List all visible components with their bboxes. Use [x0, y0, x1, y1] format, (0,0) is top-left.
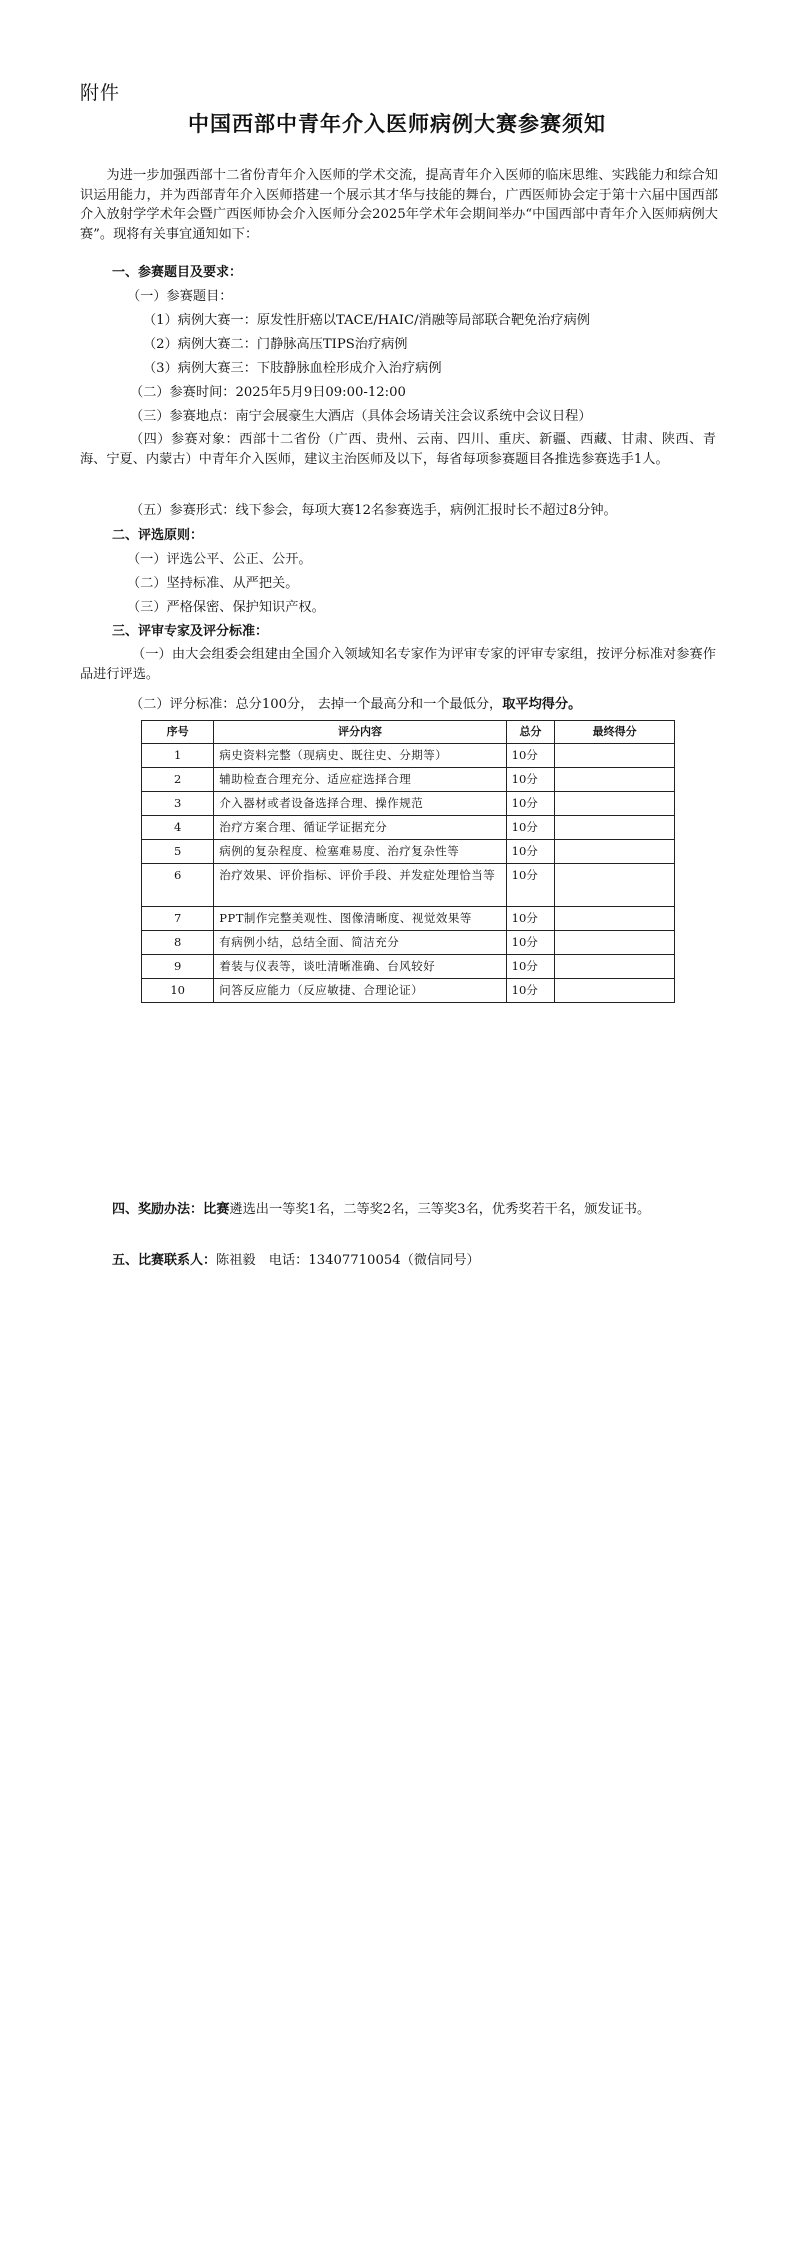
row-score: 10分	[506, 931, 555, 955]
row-score: 10分	[506, 840, 555, 864]
section5-heading: 五、比赛联系人：	[112, 1253, 217, 1268]
section4-paragraph	[80, 1200, 716, 1220]
table-row	[142, 907, 675, 931]
row-final	[555, 792, 675, 816]
row-no: 5	[142, 840, 214, 864]
row-content: 病史资料完整（现病史、既往史、分期等）	[214, 744, 506, 768]
row-no: 7	[142, 907, 214, 931]
table-row	[142, 816, 675, 840]
topic-item-1: （1）病例大赛一：原发性肝癌以TACE/HAIC/消融等局部联合靶免治疗病例	[143, 313, 590, 328]
row-final	[555, 768, 675, 792]
contest-participants: （四）参赛对象：西部十二省份（广西、贵州、云南、四川、重庆、新疆、西藏、甘肃、陕西、青海、宁夏、内蒙古）中青年介入医师，建议主治医师及以下，每省每项参赛题目各推选参赛选手1人。	[80, 432, 716, 467]
section3-heading: 三、评审专家及评分标准：	[112, 624, 269, 639]
row-content: 治疗方案合理、循证学证据充分	[214, 816, 506, 840]
row-final	[555, 931, 675, 955]
principle-item-1: （一）评选公平、公正、公开。	[127, 552, 312, 567]
row-content: 病例的复杂程度、检塞难易度、治疗复杂性等	[214, 840, 506, 864]
row-score: 10分	[506, 768, 555, 792]
row-final	[555, 907, 675, 931]
row-score: 10分	[506, 816, 555, 840]
row-no: 10	[142, 979, 214, 1003]
row-final	[555, 816, 675, 840]
table-row	[142, 955, 675, 979]
row-no: 1	[142, 744, 214, 768]
row-final	[555, 955, 675, 979]
row-score: 10分	[506, 955, 555, 979]
table-header-row	[142, 721, 675, 744]
section1-heading: 一、参赛题目及要求：	[112, 265, 243, 280]
section2-heading: 二、评选原则：	[112, 528, 204, 543]
section5-text: 陈祖毅 电话：13407710054（微信同号）	[216, 1253, 480, 1268]
principle-item-3: （三）严格保密、保护知识产权。	[127, 600, 325, 615]
row-no: 9	[142, 955, 214, 979]
row-final	[555, 744, 675, 768]
criteria-prefix: （二）评分标准：总分100分，	[130, 697, 314, 712]
section5-line	[112, 1252, 480, 1270]
table-row	[142, 931, 675, 955]
row-content: 治疗效果、评价指标、评价手段、并发症处理恰当等	[214, 864, 506, 907]
row-score: 10分	[506, 864, 555, 907]
table-row	[142, 744, 675, 768]
experts-paragraph: （一）由大会组委会组建由全国介入领域知名专家作为评审专家的评审专家组，按评分标准对参赛作品进行评选。	[80, 647, 716, 682]
header-content: 评分内容	[214, 721, 506, 744]
row-content: 介入器材或者设备选择合理、操作规范	[214, 792, 506, 816]
table-row	[142, 979, 675, 1003]
annex-label: 附件	[80, 82, 121, 104]
section4-heading: 四、奖励办法：	[112, 1202, 204, 1217]
table-row	[142, 840, 675, 864]
header-no: 序号	[142, 721, 214, 744]
topics-label: （一）参赛题目：	[127, 289, 233, 304]
row-content: 问答反应能力（反应敏捷、合理论证）	[214, 979, 506, 1003]
topic-item-2: （2）病例大赛二：门静脉高压TIPS治疗病例	[143, 337, 408, 352]
table-row	[142, 768, 675, 792]
row-score: 10分	[506, 979, 555, 1003]
topic-item-3: （3）病例大赛三：下肢静脉血栓形成介入治疗病例	[143, 361, 442, 376]
criteria-line	[130, 696, 581, 714]
row-final	[555, 864, 675, 907]
row-no: 6	[142, 864, 214, 907]
header-score: 总分	[506, 721, 555, 744]
row-content: 辅助检查合理充分、适应症选择合理	[214, 768, 506, 792]
table-row	[142, 864, 675, 907]
contest-venue: （三）参赛地点：南宁会展豪生大酒店（具体会场请关注会议系统中会议日程）	[130, 409, 592, 424]
page-title: 中国西部中青年介入医师病例大赛参赛须知	[188, 112, 606, 136]
row-score: 10分	[506, 744, 555, 768]
row-final	[555, 979, 675, 1003]
criteria-bold: 取平均得分。	[502, 697, 582, 712]
row-no: 2	[142, 768, 214, 792]
row-no: 4	[142, 816, 214, 840]
principle-item-2: （二）坚持标准、从严把关。	[127, 576, 299, 591]
row-content: PPT制作完整美观性、图像清晰度、视觉效果等	[214, 907, 506, 931]
row-no: 3	[142, 792, 214, 816]
row-score: 10分	[506, 792, 555, 816]
contest-format: （五）参赛形式：线下参会，每项大赛12名参赛选手，病例汇报时长不超过8分钟。	[130, 503, 617, 518]
row-content: 着装与仪表等，谈吐清晰准确、台风较好	[214, 955, 506, 979]
scoring-table	[141, 720, 675, 1003]
header-final: 最终得分	[555, 721, 675, 744]
row-score: 10分	[506, 907, 555, 931]
row-content: 有病例小结，总结全面、简洁充分	[214, 931, 506, 955]
section4-bold-word: 比赛	[203, 1202, 230, 1217]
row-final	[555, 840, 675, 864]
contest-time: （二）参赛时间：2025年5月9日09:00-12:00	[130, 385, 406, 400]
row-no: 8	[142, 931, 214, 955]
criteria-rest: 去掉一个最高分和一个最低分，	[317, 697, 503, 712]
table-row	[142, 792, 675, 816]
intro-paragraph: 为进一步加强西部十二省份青年介入医师的学术交流，提高青年介入医师的临床思维、实践能力和综合知识运用能力，并为西部青年介入医师搭建一个展示其才华与技能的舞台，广西医师协会定于第十六届中国西部介入放射学学术年会暨广西医师协会介入医师分会2025年学术年会期间举办“中国西部中青年介入医师病例大赛”。现将有关事宜通知如下：	[80, 168, 718, 242]
section4-text: 遴选出一等奖1名，二等奖2名，三等奖3名，优秀奖若干名，颁发证书。	[229, 1202, 651, 1217]
